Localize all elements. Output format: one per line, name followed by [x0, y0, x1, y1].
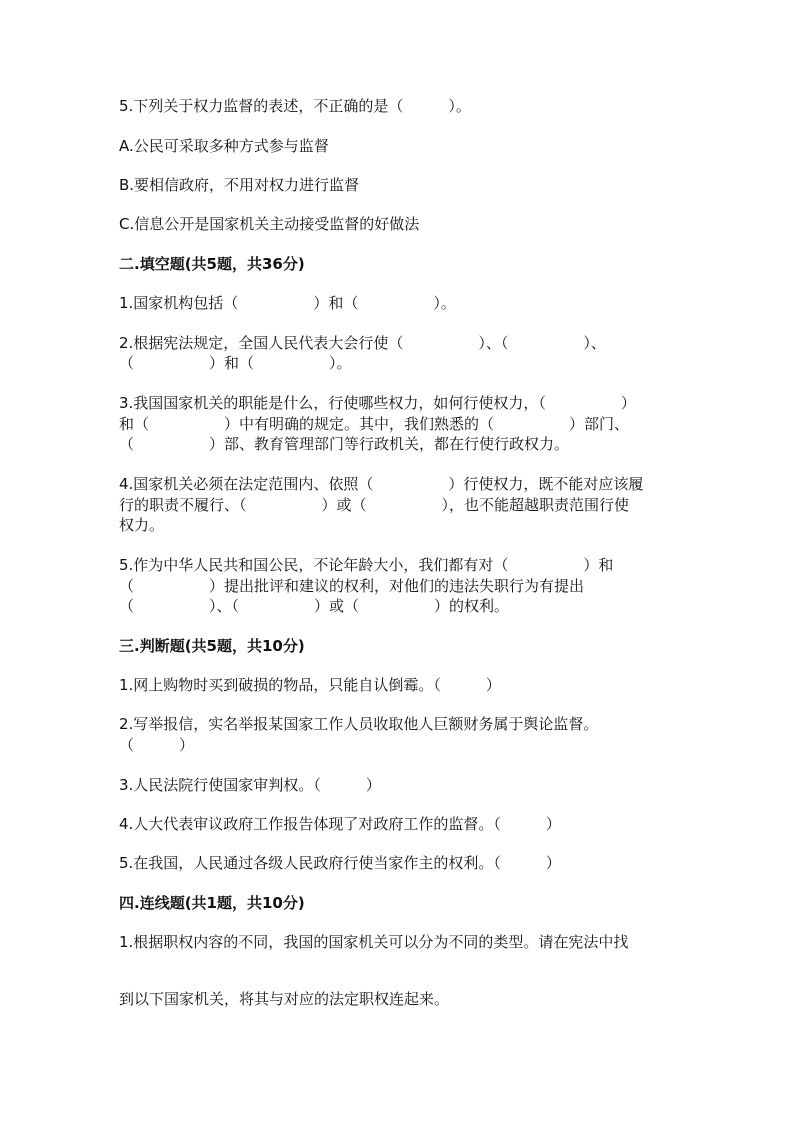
judgment-question-4: 4.人大代表审议政府工作报告体现了对政府工作的监督。（ ） [119, 815, 561, 833]
section-heading-matching: 四.连线题(共1题，共10分) [119, 894, 305, 912]
choice-question-stem: 5.下列关于权力监督的表述，不正确的是（ ）。 [119, 97, 471, 115]
choice-option-a: A.公民可采取多种方式参与监督 [119, 137, 329, 155]
choice-option-c: C.信息公开是国家机关主动接受监督的好做法 [119, 215, 420, 233]
fill-blank-question-3-line-3: （ ）部、教育管理部门等行政机关，都在行使行政权力。 [119, 435, 570, 453]
judgment-question-2-line-2: （ ） [119, 736, 195, 754]
section-heading-fill-blank: 二.填空题(共5题，共36分) [119, 255, 305, 273]
fill-blank-question-4-line-2: 行的职责不履行、（ ）或（ ），也不能超越职责范围行使 [119, 496, 630, 514]
fill-blank-question-5-line-1: 5.作为中华人民共和国公民，不论年龄大小，我们都有对（ ）和 [119, 556, 614, 574]
judgment-question-5: 5.在我国，人民通过各级人民政府行使当家作主的权利。（ ） [119, 854, 561, 872]
fill-blank-question-1: 1.国家机构包括（ ）和（ ）。 [119, 294, 456, 312]
matching-question-1-line-1: 1.根据职权内容的不同，我国的国家机关可以分为不同的类型。请在宪法中找 [119, 933, 629, 951]
judgment-question-1: 1.网上购物时买到破损的物品，只能自认倒霉。（ ） [119, 676, 501, 694]
fill-blank-question-5-line-3: （ ）、（ ）或（ ）的权利。 [119, 597, 510, 615]
fill-blank-question-2-line-1: 2.根据宪法规定，全国人民代表大会行使（ ）、（ ）、 [119, 334, 606, 352]
judgment-question-2-line-1: 2.写举报信，实名举报某国家工作人员收取他人巨额财务属于舆论监督。 [119, 715, 599, 733]
fill-blank-question-4-line-1: 4.国家机关必须在法定范围内、依照（ ）行使权力，既不能对应该履 [119, 475, 644, 493]
section-heading-judgment: 三.判断题(共5题，共10分) [119, 637, 305, 655]
choice-option-b: B.要相信政府，不用对权力进行监督 [119, 176, 360, 194]
fill-blank-question-2-line-2: （ ）和（ ）。 [119, 354, 352, 372]
fill-blank-question-5-line-2: （ ）提出批评和建议的权利，对他们的违法失职行为有提出 [119, 577, 585, 595]
fill-blank-question-3-line-2: 和（ ）中有明确的规定。其中，我们熟悉的（ ）部门、 [119, 415, 630, 433]
judgment-question-3: 3.人民法院行使国家审判权。（ ） [119, 776, 381, 794]
fill-blank-question-3-line-1: 3.我国国家机关的职能是什么，行使哪些权力，如何行使权力，（ ） [119, 394, 636, 412]
matching-question-1-line-2: 到以下国家机关，将其与对应的法定职权连起来。 [119, 990, 450, 1008]
fill-blank-question-4-line-3: 权力。 [119, 516, 165, 534]
